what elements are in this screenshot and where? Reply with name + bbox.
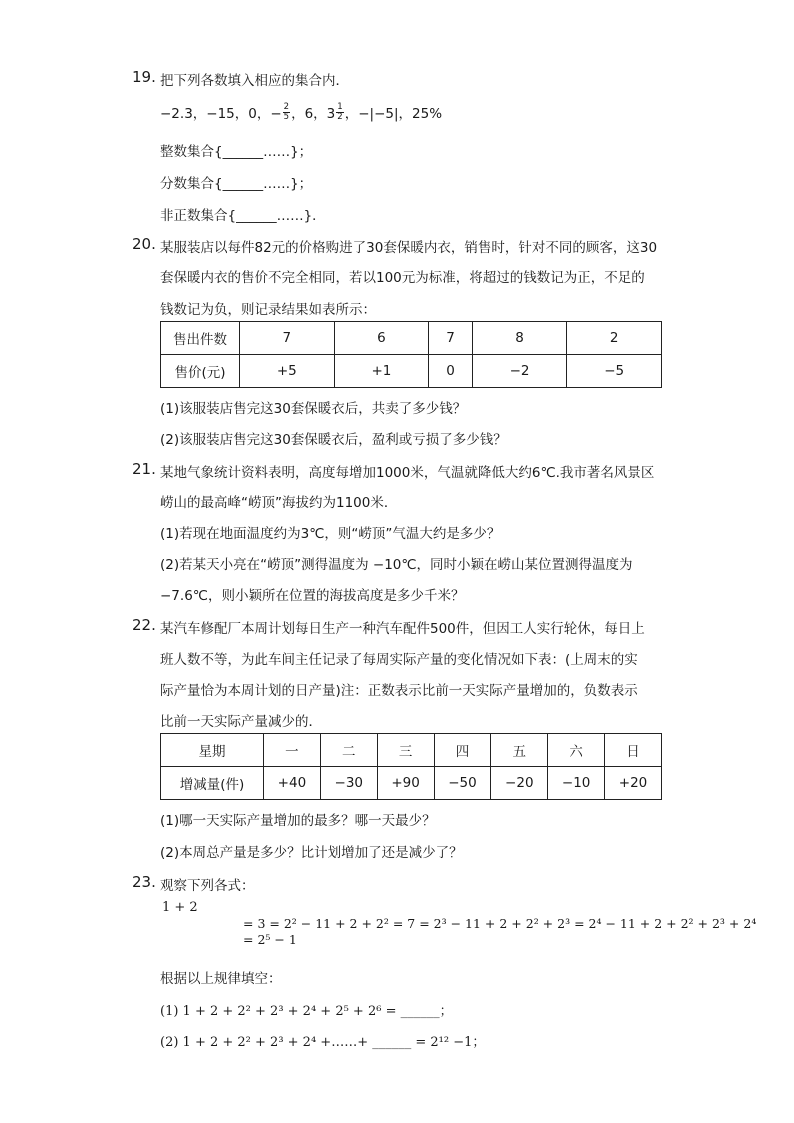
q23-expr-head: 1 + 2 [162,900,198,915]
q20-cell: 8 [472,322,567,355]
q20-cell: +1 [334,355,429,388]
table-row [161,734,662,767]
q20-text-line2: 套保暖内衣的售价不完全相同，若以100元为标准，将超过的钱数记为正，不足的 [160,270,645,286]
q20-cell: 0 [429,355,472,388]
q20-row1-header: 售出件数 [161,322,240,355]
q23-expr-line-a: = 3 = 2² − 11 + 2 + 2² = 7 = 2³ − 11 + 2 + 2² + 2³ = 2⁴ − 11 + 2 + 2² + 2³ + 2⁴ [243,916,757,931]
q21-sub1: (1)若现在地面温度约为3℃，则“崂顶”气温大约是多少？ [160,526,501,542]
q19-fraction [283,103,290,122]
q19-mixed-fraction [336,103,343,122]
q20-table [160,321,662,388]
q19-mixed-numerator: 1 [337,101,343,112]
q22-row2-header: 增减量(件) [161,767,264,800]
q20-cell: 2 [567,322,662,355]
q22-cell: 一 [264,734,321,767]
q23-rule: 根据以上规律填空： [160,971,282,987]
q20-text-line1: 某服装店以每件82元的价格购进了30套保暖内衣，销售时，针对不同的顾客，这30 [160,240,658,256]
q20-cell: 7 [240,322,335,355]
q23-expr-line-b: = 2⁵ − 1 [243,932,297,947]
q23-sub2: (2) 1 + 2 + 2² + 2³ + 2⁴ +……+ ______ = 2¹² −1； [160,1035,486,1050]
q22-text-line3: 际产量恰为本周计划的日产量)注：正数表示比前一天实际产量增加的，负数表示 [160,683,638,699]
q19-number: 19. [132,68,156,86]
q20-sub2: (2)该服装店售完这30套保暖衣后，盈利或亏损了多少钱？ [160,432,507,448]
q20-row2-header: 售价(元) [161,355,240,388]
q21-sub2-line1: (2)若某天小亮在“崂顶”测得温度为 −10℃，同时小颖在崂山某位置测得温度为 [160,557,633,573]
q22-table [160,733,662,800]
q19-prompt: 把下列各数填入相应的集合内． [160,73,349,89]
q20-text-line3: 钱数记为负，则记录结果如表所示： [160,302,376,318]
table-row [161,322,662,355]
q22-text-line2: 班人数不等，为此车间主任记录了每周实际产量的变化情况如下表：(上周末的实 [160,652,638,668]
q20-cell: 6 [334,322,429,355]
q20-cell: −5 [567,355,662,388]
q19-mixed-denominator: 2 [337,111,343,122]
q19-fraction-set: 分数集合{______……}； [160,176,313,192]
q22-text-line4: 比前一天实际产量减少的． [160,714,322,730]
q20-cell: +5 [240,355,335,388]
q19-nonpositive-set: 非正数集合{______……}． [160,208,326,224]
q22-cell: 二 [320,734,377,767]
q22-cell: 日 [605,734,662,767]
q22-cell: 四 [434,734,491,767]
q23-prompt: 观察下列各式： [160,878,255,894]
q22-cell: −10 [548,767,605,800]
q21-text-line1: 某地气象统计资料表明，高度每增加1000米，气温就降低大约6℃.我市著名风景区 [160,465,655,481]
q19-nums-a: −2.3，−15，0，− [160,106,282,122]
q22-cell: +40 [264,767,321,800]
q21-number: 21. [132,460,156,478]
q22-cell: 六 [548,734,605,767]
q23-number: 23. [132,873,156,891]
table-row [161,355,662,388]
q22-cell: +20 [605,767,662,800]
q19-number-list [160,102,442,122]
q19-nums-c: ，−|−5|，25% [344,106,443,122]
q22-cell: −50 [434,767,491,800]
q21-sub2-line2: −7.6℃，则小颖所在位置的海拔高度是多少千米？ [160,588,465,604]
q22-number: 22. [132,616,156,634]
table-row [161,767,662,800]
q20-sub1: (1)该服装店售完这30套保暖衣后，共卖了多少钱？ [160,401,467,417]
q19-fraction-numerator: 2 [283,101,290,112]
q19-fraction-denominator: 5 [283,111,290,122]
q22-cell: −20 [491,767,548,800]
q19-nums-b: ，6，3 [291,106,336,122]
q22-sub1: (1)哪一天实际产量增加的最多？哪一天最少？ [160,813,436,829]
q19-integer-set: 整数集合{______……}； [160,144,313,160]
q23-sub1: (1) 1 + 2 + 2² + 2³ + 2⁴ + 2⁵ + 2⁶ = ______； [160,1004,453,1019]
q22-cell: +90 [377,767,434,800]
q22-cell: 五 [491,734,548,767]
q20-cell: −2 [472,355,567,388]
q22-cell: −30 [320,767,377,800]
q20-cell: 7 [429,322,472,355]
q22-text-line1: 某汽车修配厂本周计划每日生产一种汽车配件500件，但因工人实行轮休，每日上 [160,621,645,637]
q21-text-line2: 崂山的最高峰“崂顶”海拔约为1100米． [160,495,398,511]
q22-row1-header: 星期 [161,734,264,767]
q20-number: 20. [132,235,156,253]
q22-cell: 三 [377,734,434,767]
q22-sub2: (2)本周总产量是多少？比计划增加了还是减少了？ [160,845,463,861]
